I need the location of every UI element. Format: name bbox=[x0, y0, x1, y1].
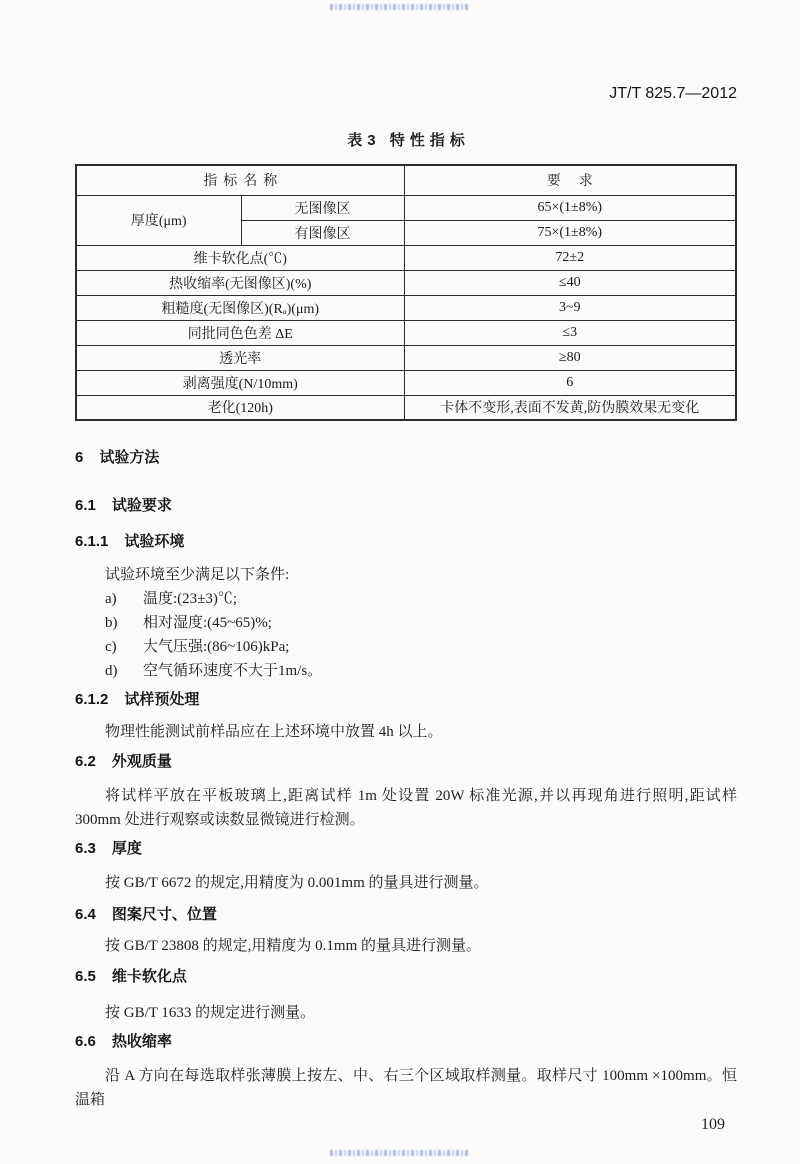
section-number: 6.1 bbox=[75, 497, 96, 514]
section-title: 维卡软化点 bbox=[111, 968, 187, 985]
table-row bbox=[76, 270, 736, 295]
section-title: 试验环境 bbox=[124, 533, 185, 550]
list-label: b) bbox=[105, 615, 118, 631]
section-title: 试验方法 bbox=[99, 449, 160, 466]
characteristics-table bbox=[75, 164, 737, 421]
list-item bbox=[75, 611, 737, 635]
page-number: 109 bbox=[701, 1116, 725, 1133]
section-heading-6-1-1 bbox=[75, 531, 737, 553]
paragraph: 按 GB/T 6672 的规定,用精度为 0.001mm 的量具进行测量。 bbox=[105, 875, 489, 891]
cell-req: 卡体不变形,表面不发黄,防伪膜效果无变化 bbox=[404, 395, 736, 420]
paragraph: 将试样平放在平板玻璃上,距离试样 1m 处设置 20W 标准光源,并以再现角进行照明,距试样 300mm 处进行观察或读数显微镜进行检测。 bbox=[75, 788, 737, 828]
section-title: 热收缩率 bbox=[111, 1033, 172, 1050]
section-number: 6.1.2 bbox=[75, 691, 109, 708]
cell-name: 老化(120h) bbox=[76, 395, 404, 420]
section-heading-6-1 bbox=[75, 495, 737, 517]
cell-thickness-group: 厚度(μm) bbox=[76, 195, 241, 245]
section-heading-6-3 bbox=[75, 838, 737, 860]
section-heading-6-6 bbox=[75, 1031, 737, 1053]
section-title: 试样预处理 bbox=[124, 691, 200, 708]
list-label: c) bbox=[105, 639, 117, 655]
table-row bbox=[76, 245, 736, 270]
list-text: 大气压强:(86~106)kPa; bbox=[143, 639, 290, 655]
cell-sub: 有图像区 bbox=[241, 220, 404, 245]
section-heading-6-2 bbox=[75, 751, 737, 773]
section-title: 外观质量 bbox=[111, 753, 172, 770]
paragraph: 沿 A 方向在每选取样张薄膜上按左、中、右三个区域取样测量。取样尺寸 100mm ×100mm。恒温箱 bbox=[75, 1068, 737, 1108]
cell-name: 热收缩率(无图像区)(%) bbox=[76, 270, 404, 295]
cell-name: 同批同色色差 ΔE bbox=[76, 320, 404, 345]
section-number: 6 bbox=[75, 449, 84, 466]
section-heading-6-5 bbox=[75, 966, 737, 988]
section-title: 图案尺寸、位置 bbox=[111, 906, 217, 923]
list-item bbox=[75, 635, 737, 659]
cell-name: 透光率 bbox=[76, 345, 404, 370]
table-header-row bbox=[76, 165, 736, 195]
cell-req: ≤3 bbox=[404, 320, 736, 345]
list-text: 温度:(23±3)℃; bbox=[143, 591, 238, 607]
section-number: 6.3 bbox=[75, 840, 96, 857]
header-indicator-name: 指标名称 bbox=[76, 165, 404, 195]
section-number: 6.5 bbox=[75, 968, 96, 985]
cell-name: 粗糙度(无图像区)(Rₐ)(μm) bbox=[76, 295, 404, 320]
cell-req: ≤40 bbox=[404, 270, 736, 295]
cell-req: 65×(1±8%) bbox=[404, 195, 736, 220]
table-title: 表3 特性指标 bbox=[347, 132, 470, 149]
cell-req: 6 bbox=[404, 370, 736, 395]
cell-name: 剥离强度(N/10mm) bbox=[76, 370, 404, 395]
table-row bbox=[76, 395, 736, 420]
section-title: 试验要求 bbox=[111, 497, 172, 514]
paragraph: 按 GB/T 23808 的规定,用精度为 0.1mm 的量具进行测量。 bbox=[105, 938, 481, 954]
list-label: d) bbox=[105, 663, 118, 679]
section-heading-6-1-2 bbox=[75, 689, 737, 711]
section-heading-6-4 bbox=[75, 904, 737, 926]
table-row bbox=[76, 320, 736, 345]
list-text: 空气循环速度不大于1m/s。 bbox=[143, 663, 323, 679]
table-row bbox=[76, 370, 736, 395]
paragraph: 按 GB/T 1633 的规定进行测量。 bbox=[105, 1005, 316, 1021]
section-number: 6.6 bbox=[75, 1033, 96, 1050]
paragraph: 物理性能测试前样品应在上述环境中放置 4h 以上。 bbox=[105, 724, 443, 740]
cell-req: 3~9 bbox=[404, 295, 736, 320]
section-number: 6.2 bbox=[75, 753, 96, 770]
section-number: 6.1.1 bbox=[75, 533, 109, 550]
cell-req: 75×(1±8%) bbox=[404, 220, 736, 245]
list-item bbox=[75, 659, 737, 683]
standard-number: JT/T 825.7—2012 bbox=[609, 85, 737, 102]
table-row bbox=[76, 295, 736, 320]
cell-req: 72±2 bbox=[404, 245, 736, 270]
table-row bbox=[76, 345, 736, 370]
section-title: 厚度 bbox=[111, 840, 142, 857]
list-label: a) bbox=[105, 591, 117, 607]
table-row bbox=[76, 195, 736, 220]
cell-req: ≥80 bbox=[404, 345, 736, 370]
list-item bbox=[75, 587, 737, 611]
cell-name: 维卡软化点(℃) bbox=[76, 245, 404, 270]
section-number: 6.4 bbox=[75, 906, 96, 923]
section-heading-6 bbox=[75, 447, 737, 469]
list-text: 相对湿度:(45~65)%; bbox=[143, 615, 272, 631]
condition-list bbox=[75, 587, 737, 683]
paragraph: 试验环境至少满足以下条件: bbox=[105, 567, 290, 583]
cell-sub: 无图像区 bbox=[241, 195, 404, 220]
header-requirement: 要求 bbox=[404, 165, 736, 195]
scan-watermark-bottom bbox=[330, 1150, 470, 1156]
